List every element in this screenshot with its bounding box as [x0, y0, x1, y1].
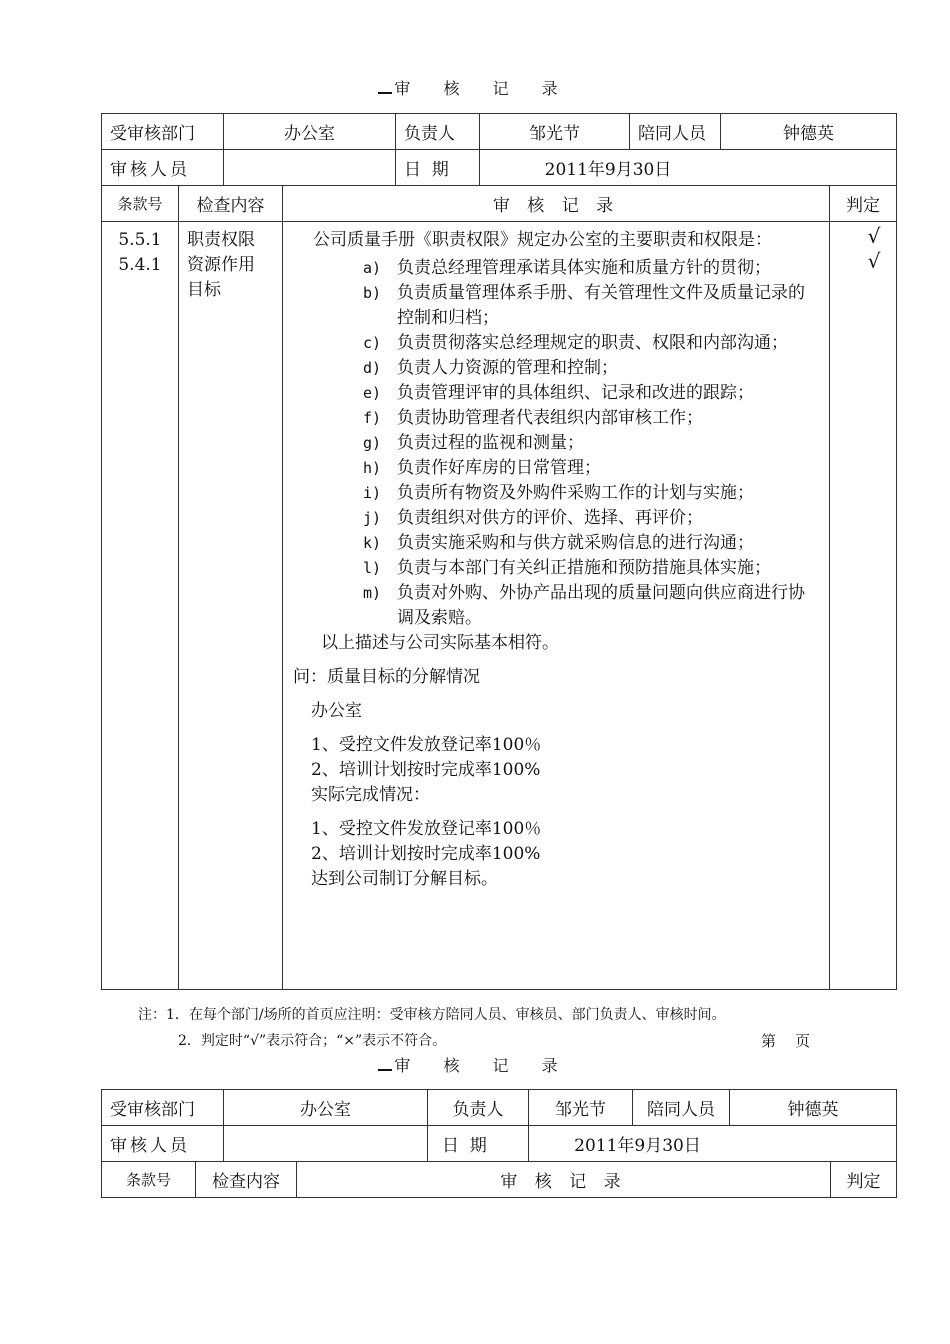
- duty-mark: e): [363, 384, 382, 402]
- col-content-header: 检查内容: [196, 1162, 297, 1198]
- office-label: 办公室: [311, 701, 362, 721]
- escort-label: 陪同人员: [630, 114, 721, 150]
- title-text: 审 核 记 录: [394, 1056, 572, 1075]
- col-record-header: 审 核 记 录: [283, 186, 830, 222]
- duty-item: [363, 481, 819, 506]
- content-cell: [179, 222, 283, 990]
- record-conclusion: 以上描述与公司实际基本相符。: [321, 633, 559, 653]
- audit-header-table: [101, 113, 897, 186]
- owner-label: 负责人: [428, 1090, 529, 1126]
- duty-text: 负责对外购、外协产品出现的质量问题向供应商进行协调及索赔。: [397, 583, 805, 628]
- duty-text: 负责协助管理者代表组织内部审核工作；: [397, 408, 703, 428]
- auditor-label: 审核人员: [102, 150, 224, 186]
- col-clause-header: 条款号: [102, 1162, 196, 1198]
- audit-record-table-2: [101, 1161, 897, 1198]
- target-item: 2、培训计划按时完成率100%: [311, 760, 541, 780]
- escort-value: 钟德英: [730, 1090, 897, 1126]
- escort-value: 钟德英: [721, 114, 897, 150]
- date-value: 2011年9月30日: [529, 1126, 897, 1162]
- clause-cell: [102, 222, 179, 990]
- duty-text: 负责质量管理体系手册、有关管理性文件及质量记录的控制和归档；: [397, 283, 805, 328]
- duty-mark: l): [363, 559, 382, 577]
- col-record-header: 审 核 记 录: [297, 1162, 831, 1198]
- target-item: 1、受控文件发放登记率100％: [311, 735, 542, 755]
- date-label: 日 期: [396, 150, 480, 186]
- page-number: 第 页: [761, 1032, 811, 1050]
- content-item: 目标: [187, 280, 221, 300]
- dept-label: 受审核部门: [102, 114, 224, 150]
- duty-item: [363, 431, 819, 456]
- dept-value: 办公室: [224, 1090, 428, 1126]
- owner-label: 负责人: [396, 114, 480, 150]
- clause-number: 5.5.1: [118, 230, 162, 250]
- duty-text: 负责作好库房的日常管理；: [397, 458, 601, 478]
- auditor-value: [224, 1126, 428, 1162]
- duty-mark: m): [363, 584, 382, 602]
- duty-item: [363, 256, 819, 281]
- duty-mark: g): [363, 434, 382, 452]
- duty-text: 负责组织对供方的评价、选择、再评价；: [397, 508, 703, 528]
- auditor-label: 审核人员: [102, 1126, 224, 1162]
- duty-text: 负责实施采购和与供方就采购信息的进行沟通；: [397, 533, 754, 553]
- audit-record-title-2: [0, 1053, 950, 1076]
- actual-label: 实际完成情况：: [311, 785, 430, 805]
- record-intro: 公司质量手册《职责权限》规定办公室的主要职责和权限是：: [313, 230, 772, 250]
- duty-item: [363, 281, 819, 331]
- content-item: 职责权限: [187, 230, 255, 250]
- duty-text: 负责管理评审的具体组织、记录和改进的跟踪；: [397, 383, 754, 403]
- audit-header-table-2: [101, 1089, 897, 1162]
- clause-number: 5.4.1: [118, 255, 162, 275]
- duty-item: [363, 356, 819, 381]
- escort-label: 陪同人员: [633, 1090, 730, 1126]
- actual-item: 1、受控文件发放登记率100％: [311, 819, 542, 839]
- record-question: 问：质量目标的分解情况: [293, 667, 480, 687]
- duty-text: 负责贯彻落实总经理规定的职责、权限和内部沟通；: [397, 333, 788, 353]
- audit-record-title: [0, 76, 950, 99]
- duty-text: 负责人力资源的管理和控制；: [397, 358, 618, 378]
- duty-item: [363, 406, 819, 431]
- title-text: 审 核 记 录: [394, 79, 572, 98]
- audit-record-table: [101, 185, 897, 990]
- duty-text: 负责总经理管理承诺具体实施和质量方针的贯彻；: [397, 258, 771, 278]
- duty-item: [363, 331, 819, 356]
- col-judge-header: 判定: [831, 1162, 897, 1198]
- duty-mark: i): [363, 484, 382, 502]
- auditor-value: [224, 150, 396, 186]
- duty-item: [363, 506, 819, 531]
- title-underline: [378, 1057, 392, 1071]
- owner-value: 邹光节: [529, 1090, 633, 1126]
- date-value: 2011年9月30日: [480, 150, 897, 186]
- duty-mark: f): [363, 409, 382, 427]
- duty-item: [363, 456, 819, 481]
- check-mark: √: [867, 224, 881, 248]
- duty-list: [363, 256, 819, 631]
- content-item: 资源作用: [187, 255, 255, 275]
- dept-label: 受审核部门: [102, 1090, 224, 1126]
- duty-text: 负责所有物资及外购件采购工作的计划与实施；: [397, 483, 754, 503]
- duty-item: [363, 531, 819, 556]
- col-content-header: 检查内容: [179, 186, 283, 222]
- duty-text: 负责与本部门有关纠正措施和预防措施具体实施；: [397, 558, 771, 578]
- duty-item: [363, 556, 819, 581]
- duty-mark: h): [363, 459, 382, 477]
- duty-mark: k): [363, 534, 382, 552]
- duty-item: [363, 381, 819, 406]
- duty-text: 负责过程的监视和测量；: [397, 433, 584, 453]
- record-result: 达到公司制订分解目标。: [311, 869, 498, 889]
- duty-mark: b): [363, 284, 382, 302]
- dept-value: 办公室: [224, 114, 396, 150]
- record-cell: [283, 222, 830, 990]
- note-1: 注：1．在每个部门/场所的首页应注明：受审核方陪同人员、审核员、部门负责人、审核时间。: [138, 1007, 726, 1023]
- title-underline: [378, 80, 392, 94]
- col-judge-header: 判定: [830, 186, 897, 222]
- note-2: 2．判定时“√”表示符合；“×”表示不符合。: [178, 1033, 447, 1049]
- check-mark: √: [867, 249, 881, 273]
- duty-mark: a): [363, 259, 382, 277]
- col-clause-header: 条款号: [102, 186, 179, 222]
- duty-mark: c): [363, 334, 382, 352]
- duty-item: [363, 581, 819, 631]
- owner-value: 邹光节: [480, 114, 630, 150]
- date-label: 日 期: [428, 1126, 529, 1162]
- actual-item: 2、培训计划按时完成率100%: [311, 844, 541, 864]
- judge-cell: [830, 222, 897, 990]
- duty-mark: d): [363, 359, 382, 377]
- duty-mark: j): [363, 509, 382, 527]
